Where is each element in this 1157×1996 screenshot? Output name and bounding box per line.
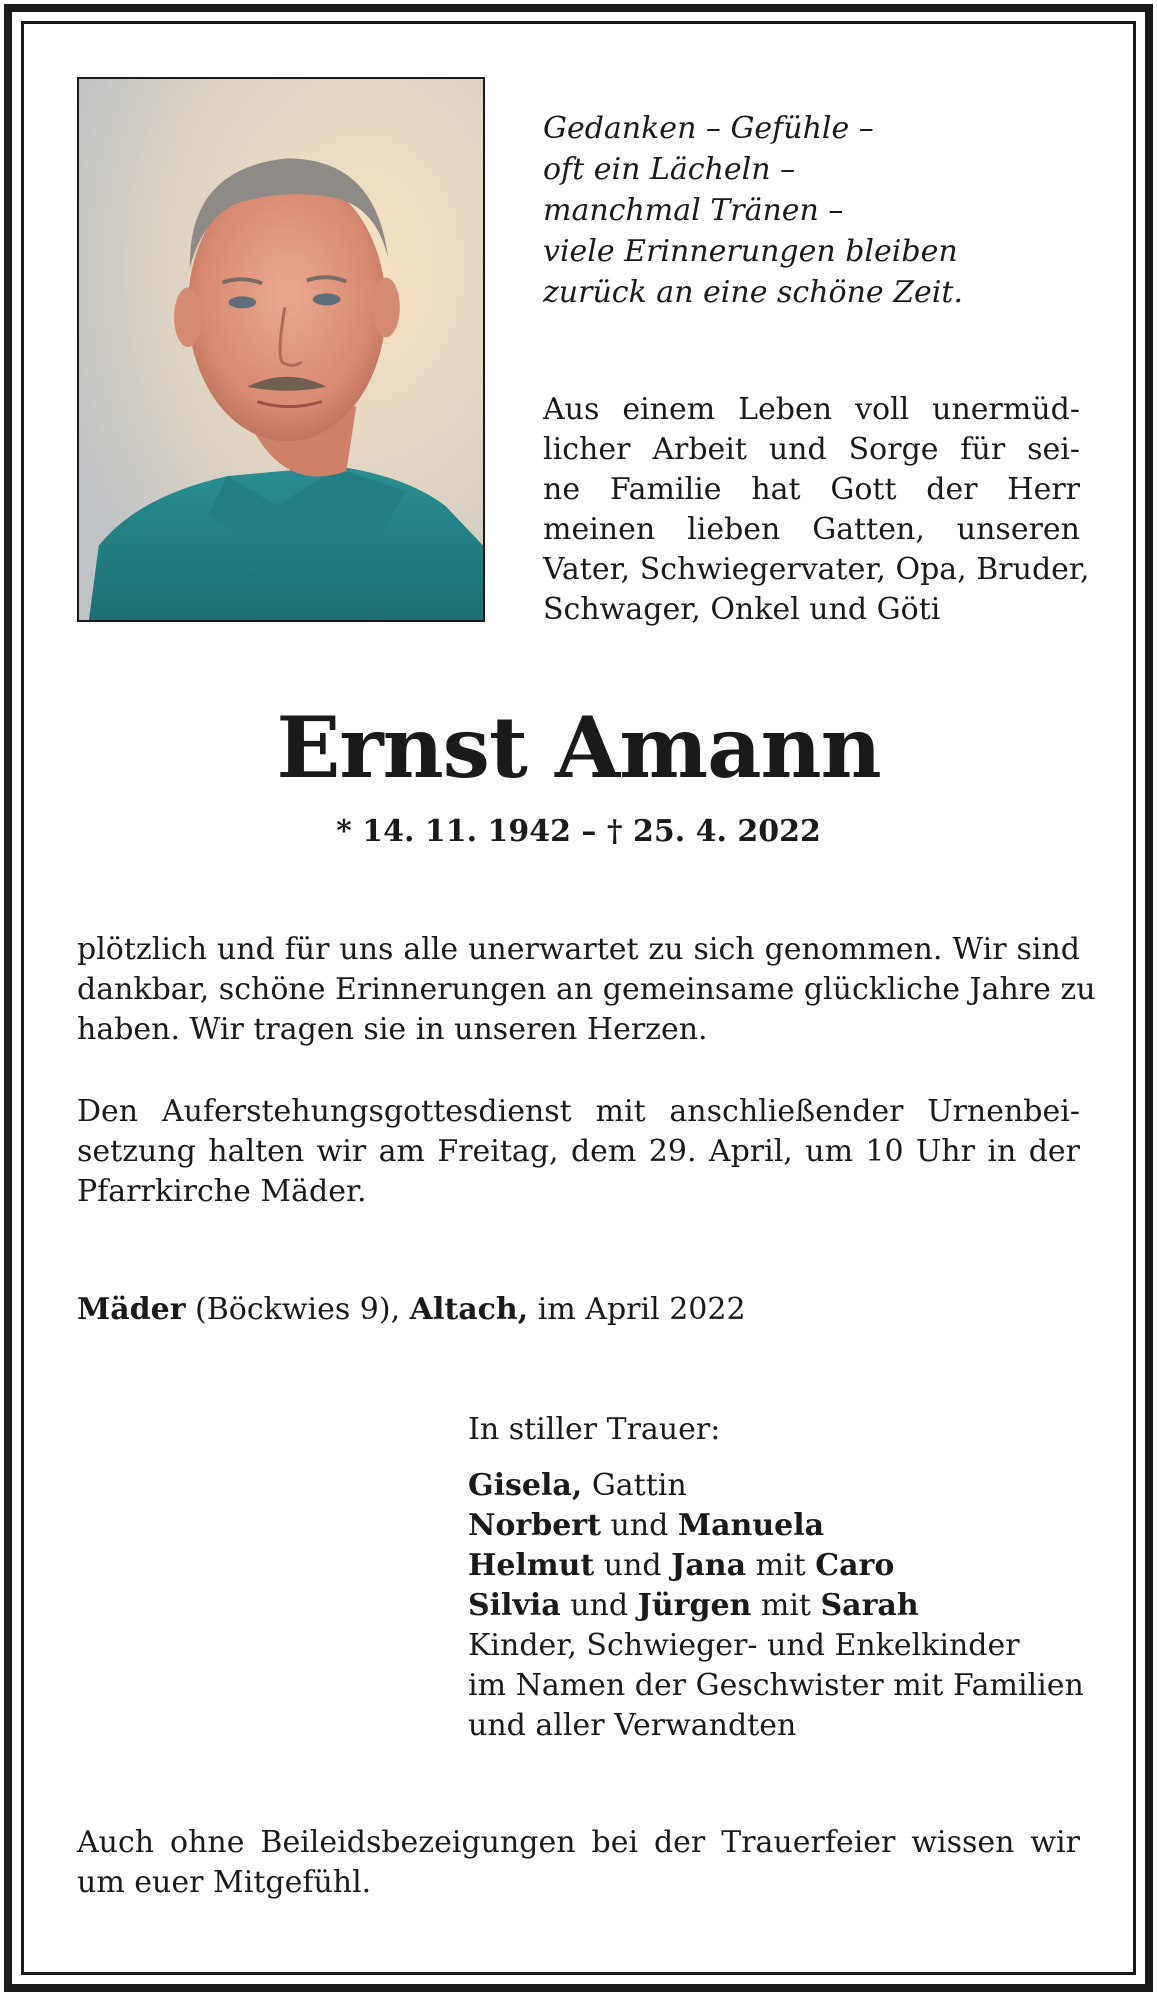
intro-line: Vater, Schwiegervater, Opa, Bruder,	[543, 552, 1090, 587]
mourner-name: Helmut	[468, 1548, 595, 1583]
paragraph-line: setzung halten wir am Freitag, dem 29. April, um 10 Uhr in der	[77, 1134, 1080, 1169]
mourner-row	[468, 1586, 1088, 1626]
mourner-connector: und	[594, 1548, 672, 1583]
intro-line: Aus einem Leben voll unermüd-	[543, 392, 1080, 427]
paragraph-service	[77, 1092, 1080, 1212]
poem-line: oft ein Lächeln –	[543, 152, 796, 187]
deceased-name: Ernst Amann	[276, 698, 881, 797]
mourner-row: Kinder, Schwieger- und Enkelkinder	[468, 1628, 1020, 1663]
place-town: Altach,	[409, 1292, 529, 1327]
mourner-name: Manuela	[677, 1508, 825, 1543]
mourner-name: Jana	[671, 1548, 747, 1583]
life-dates: * 14. 11. 1942 – † 25. 4. 2022	[336, 814, 821, 849]
poem-line: viele Erinnerungen bleiben	[543, 234, 958, 269]
intro-line: ne Familie hat Gott der Herr	[543, 472, 1080, 507]
paragraph-line: Pfarrkirche Mäder.	[77, 1174, 367, 1209]
closing-line: um euer Mitgefühl.	[77, 1865, 372, 1900]
place-town: Mäder	[77, 1292, 186, 1327]
intro-line: licher Arbeit und Sorge für sei-	[543, 432, 1080, 467]
mourner-name: Caro	[815, 1548, 895, 1583]
mourner-name: Silvia	[468, 1588, 561, 1623]
intro-line: Schwager, Onkel und Göti	[543, 592, 941, 627]
mourners-heading: In stiller Trauer:	[468, 1412, 721, 1447]
intro-line: meinen lieben Gatten, unseren	[543, 512, 1080, 547]
poem-line: Gedanken – Gefühle –	[543, 111, 874, 146]
poem-line: zurück an eine schöne Zeit.	[543, 275, 963, 310]
intro-text	[543, 390, 1090, 630]
place-and-date	[77, 1290, 746, 1330]
place-date: im April 2022	[528, 1292, 746, 1327]
mourner-name: Norbert	[468, 1508, 601, 1543]
paragraph-line: Den Auferstehungsgottesdienst mit anschließender Urnenbei-	[77, 1094, 1080, 1129]
closing-line: Auch ohne Beileidsbezeigungen bei der Trauerfeier wissen wir	[77, 1825, 1080, 1860]
mourner-name: Gisela,	[468, 1468, 583, 1503]
mourner-row	[468, 1466, 1088, 1506]
closing-text	[77, 1823, 1080, 1903]
mourner-row	[468, 1506, 1088, 1546]
mourner-connector: und	[560, 1588, 638, 1623]
paragraph-line: plötzlich und für uns alle unerwartet zu sich genommen. Wir sind	[77, 932, 1080, 967]
paragraph-line: haben. Wir tragen sie in unseren Herzen.	[77, 1012, 708, 1047]
portrait-photo	[77, 77, 485, 622]
mourner-row: und aller Verwandten	[468, 1708, 797, 1743]
mourner-name: Jürgen	[637, 1588, 752, 1623]
paragraph-line: dankbar, schöne Erinnerungen an gemeinsame glückliche Jahre zu	[77, 972, 1096, 1007]
mourner-connector: mit	[751, 1588, 821, 1623]
mourner-connector: und	[600, 1508, 678, 1543]
mourner-name: Sarah	[820, 1588, 919, 1623]
poem-line: manchmal Tränen –	[543, 193, 844, 228]
mourner-row	[468, 1546, 1088, 1586]
paragraph-condolence	[77, 930, 1096, 1050]
mourner-row: im Namen der Geschwister mit Familien	[468, 1668, 1084, 1703]
mourner-connector: mit	[746, 1548, 816, 1583]
place-address: (Böckwies 9),	[185, 1292, 410, 1327]
poem	[543, 108, 1083, 313]
mourners-list	[468, 1410, 1088, 1746]
mourner-relation: Gattin	[582, 1468, 687, 1503]
